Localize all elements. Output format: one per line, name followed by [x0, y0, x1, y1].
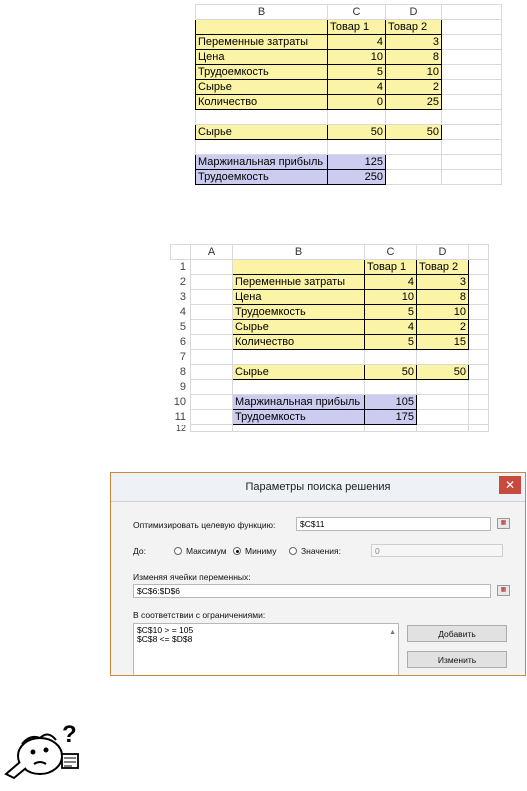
empty-cell[interactable] [469, 350, 489, 365]
empty-cell[interactable] [442, 65, 502, 80]
dialog-titlebar[interactable] [111, 473, 525, 501]
empty-cell[interactable] [191, 320, 233, 335]
cell-value-c[interactable]: 4 [328, 35, 386, 50]
cell-label[interactable]: Переменные затраты [196, 35, 328, 50]
to-label: До: [133, 546, 146, 556]
add-button[interactable]: Добавить [407, 625, 507, 642]
column-header-b[interactable]: B [233, 245, 365, 260]
empty-cell[interactable] [365, 350, 417, 365]
spreadsheet-2-grid [170, 244, 489, 432]
empty-cell[interactable] [469, 290, 489, 305]
empty-cell[interactable] [442, 20, 502, 35]
cell-label[interactable]: Трудоемкость [233, 305, 365, 320]
cell-value-d[interactable]: 50 [417, 365, 469, 380]
cell-value-c[interactable]: 105 [365, 395, 417, 410]
radio-value[interactable] [289, 547, 297, 555]
row-header[interactable]: 12 [175, 424, 186, 432]
row-header[interactable]: 11 [174, 411, 186, 423]
empty-cell[interactable] [328, 140, 386, 155]
empty-cell[interactable] [417, 380, 469, 395]
empty-cell[interactable] [191, 365, 233, 380]
range-select-icon[interactable]: ▦ [497, 585, 510, 596]
constraint-item[interactable]: $C$8 <= $D$8 [137, 634, 193, 644]
cell-label[interactable]: Маржинальная прибыль [233, 395, 365, 410]
variables-label: Изменяя ячейки переменных: [133, 572, 251, 582]
cell-header-blank[interactable] [233, 260, 365, 275]
constraints-list[interactable] [133, 623, 399, 676]
empty-cell[interactable] [191, 335, 233, 350]
column-header-d[interactable]: D [417, 245, 469, 260]
cell-label[interactable]: Сырье [196, 80, 328, 95]
empty-cell[interactable] [417, 395, 469, 410]
radio-min-label[interactable]: Миниму [245, 546, 277, 556]
cell-label[interactable]: Сырье [233, 320, 365, 335]
cell-label[interactable]: Трудоемкость [233, 410, 365, 425]
svg-text:?: ? [62, 721, 77, 748]
spreadsheet-2 [170, 244, 489, 432]
cell-value-d[interactable]: 25 [386, 95, 442, 110]
empty-cell[interactable] [469, 275, 489, 290]
close-icon[interactable]: ✕ [499, 476, 521, 494]
variables-input[interactable]: $C$6:$D$6 [133, 584, 491, 598]
column-header-c[interactable]: C [365, 245, 417, 260]
objective-label: Оптимизировать целевую функцию: [133, 520, 276, 530]
empty-cell[interactable] [191, 275, 233, 290]
select-all-corner[interactable] [171, 245, 191, 260]
row-header[interactable]: 5 [179, 321, 186, 333]
empty-cell[interactable] [191, 380, 233, 395]
scroll-up-icon[interactable]: ▲ [389, 629, 396, 636]
empty-cell[interactable] [442, 125, 502, 140]
row-header[interactable]: 9 [179, 381, 186, 393]
constraints-label: В соответствии с ограничениями: [133, 610, 266, 620]
cell-header-blank[interactable] [196, 20, 328, 35]
row-header[interactable]: 7 [179, 351, 186, 363]
cell-header-product2[interactable]: Товар 2 [417, 260, 469, 275]
empty-cell[interactable] [442, 50, 502, 65]
cell-value-c[interactable]: 10 [365, 290, 417, 305]
column-header-blank [469, 245, 489, 260]
empty-cell[interactable] [386, 140, 442, 155]
cell-value-c[interactable]: 5 [365, 335, 417, 350]
column-header-c[interactable]: C [328, 5, 386, 20]
cell-value-d[interactable]: 50 [386, 125, 442, 140]
empty-cell[interactable] [442, 155, 502, 170]
empty-cell[interactable] [442, 95, 502, 110]
empty-cell[interactable] [191, 290, 233, 305]
cell-value-d[interactable]: 8 [417, 290, 469, 305]
column-header-b[interactable]: B [196, 5, 328, 20]
objective-input[interactable]: $C$11 [296, 517, 491, 531]
empty-cell[interactable] [191, 425, 233, 432]
dialog-title: Параметры поиска решения [245, 481, 391, 493]
thinking-face-icon [0, 716, 90, 786]
radio-max-label[interactable]: Максимум [186, 546, 227, 556]
column-header-a[interactable]: A [191, 245, 233, 260]
cell-value-c[interactable]: 50 [365, 365, 417, 380]
empty-cell[interactable] [442, 110, 502, 125]
row-header[interactable]: 8 [179, 366, 186, 378]
empty-cell[interactable] [386, 155, 442, 170]
empty-cell[interactable] [469, 395, 489, 410]
cell-header-product2[interactable]: Товар 2 [386, 20, 442, 35]
cell-value-c[interactable]: 10 [328, 50, 386, 65]
cell-value-c[interactable]: 4 [365, 320, 417, 335]
empty-cell[interactable] [191, 350, 233, 365]
cell-value-d[interactable]: 8 [386, 50, 442, 65]
column-header-d[interactable]: D [386, 5, 442, 20]
cell-label[interactable]: Сырье [196, 125, 328, 140]
empty-cell[interactable] [365, 425, 417, 432]
empty-cell[interactable] [191, 260, 233, 275]
empty-cell[interactable] [469, 260, 489, 275]
empty-cell[interactable] [196, 110, 328, 125]
row-header[interactable]: 10 [173, 396, 186, 408]
empty-cell[interactable] [386, 110, 442, 125]
empty-cell[interactable] [191, 305, 233, 320]
cell-value-c[interactable]: 4 [365, 275, 417, 290]
cell-label[interactable]: Сырье [233, 365, 365, 380]
cell-label[interactable]: Цена [196, 50, 328, 65]
empty-cell[interactable] [196, 140, 328, 155]
cell-label[interactable]: Трудоемкость [196, 170, 328, 185]
row-header[interactable]: 1 [179, 261, 186, 274]
empty-cell[interactable] [365, 380, 417, 395]
column-header-blank [442, 5, 502, 20]
empty-cell[interactable] [442, 170, 502, 185]
empty-cell[interactable] [386, 170, 442, 185]
empty-cell[interactable] [469, 425, 489, 432]
empty-cell[interactable] [233, 425, 365, 432]
empty-cell[interactable] [417, 350, 469, 365]
cell-value-d[interactable]: 15 [417, 335, 469, 350]
empty-cell[interactable] [442, 80, 502, 95]
cell-header-product1[interactable]: Товар 1 [365, 260, 417, 275]
cell-value-c[interactable]: 250 [328, 170, 386, 185]
empty-cell[interactable] [469, 410, 489, 425]
cell-value-c[interactable]: 5 [365, 305, 417, 320]
cell-value-c[interactable]: 175 [365, 410, 417, 425]
cell-value-d[interactable]: 10 [386, 65, 442, 80]
empty-cell[interactable] [469, 320, 489, 335]
empty-cell[interactable] [442, 140, 502, 155]
row-header[interactable]: 6 [179, 336, 186, 348]
cell-value-d[interactable]: 2 [386, 80, 442, 95]
spreadsheet-1-grid [195, 4, 502, 185]
row-header[interactable]: 2 [179, 276, 186, 288]
cell-label[interactable]: Количество [196, 95, 328, 110]
cell-value-c[interactable]: 50 [328, 125, 386, 140]
cell-value-c[interactable]: 125 [328, 155, 386, 170]
empty-cell[interactable] [328, 110, 386, 125]
spreadsheet-1 [195, 4, 502, 185]
change-button[interactable]: Изменить [407, 651, 507, 668]
radio-min[interactable] [233, 547, 241, 555]
empty-cell[interactable] [191, 410, 233, 425]
cell-label[interactable]: Цена [233, 290, 365, 305]
radio-max[interactable] [174, 547, 182, 555]
cell-value-c[interactable]: 0 [328, 95, 386, 110]
cell-label[interactable]: Количество [233, 335, 365, 350]
dialog-body [111, 501, 525, 675]
row-header[interactable]: 3 [179, 291, 186, 303]
cell-value-d[interactable]: 3 [417, 275, 469, 290]
cell-value-c[interactable]: 4 [328, 80, 386, 95]
cell-label[interactable]: Маржинальная прибыль [196, 155, 328, 170]
empty-cell[interactable] [233, 350, 365, 365]
value-input[interactable]: 0 [371, 544, 503, 557]
cell-value-d[interactable]: 3 [386, 35, 442, 50]
solver-parameters-dialog [110, 472, 526, 676]
cell-header-product1[interactable]: Товар 1 [328, 20, 386, 35]
range-select-icon[interactable]: ▦ [497, 518, 510, 529]
radio-value-label[interactable]: Значения: [301, 546, 341, 556]
empty-cell[interactable] [469, 335, 489, 350]
cell-value-d[interactable]: 10 [417, 305, 469, 320]
empty-cell[interactable] [417, 410, 469, 425]
empty-cell[interactable] [469, 365, 489, 380]
empty-cell[interactable] [233, 380, 365, 395]
cell-value-c[interactable]: 5 [328, 65, 386, 80]
cell-value-d[interactable]: 2 [417, 320, 469, 335]
empty-cell[interactable] [417, 425, 469, 432]
row-header[interactable]: 4 [179, 306, 186, 318]
empty-cell[interactable] [442, 35, 502, 50]
constraint-item[interactable]: $C$10 > = 105 [137, 625, 194, 635]
empty-cell[interactable] [469, 380, 489, 395]
cell-label[interactable]: Переменные затраты [233, 275, 365, 290]
cell-label[interactable]: Трудоемкость [196, 65, 328, 80]
empty-cell[interactable] [469, 305, 489, 320]
empty-cell[interactable] [191, 395, 233, 410]
